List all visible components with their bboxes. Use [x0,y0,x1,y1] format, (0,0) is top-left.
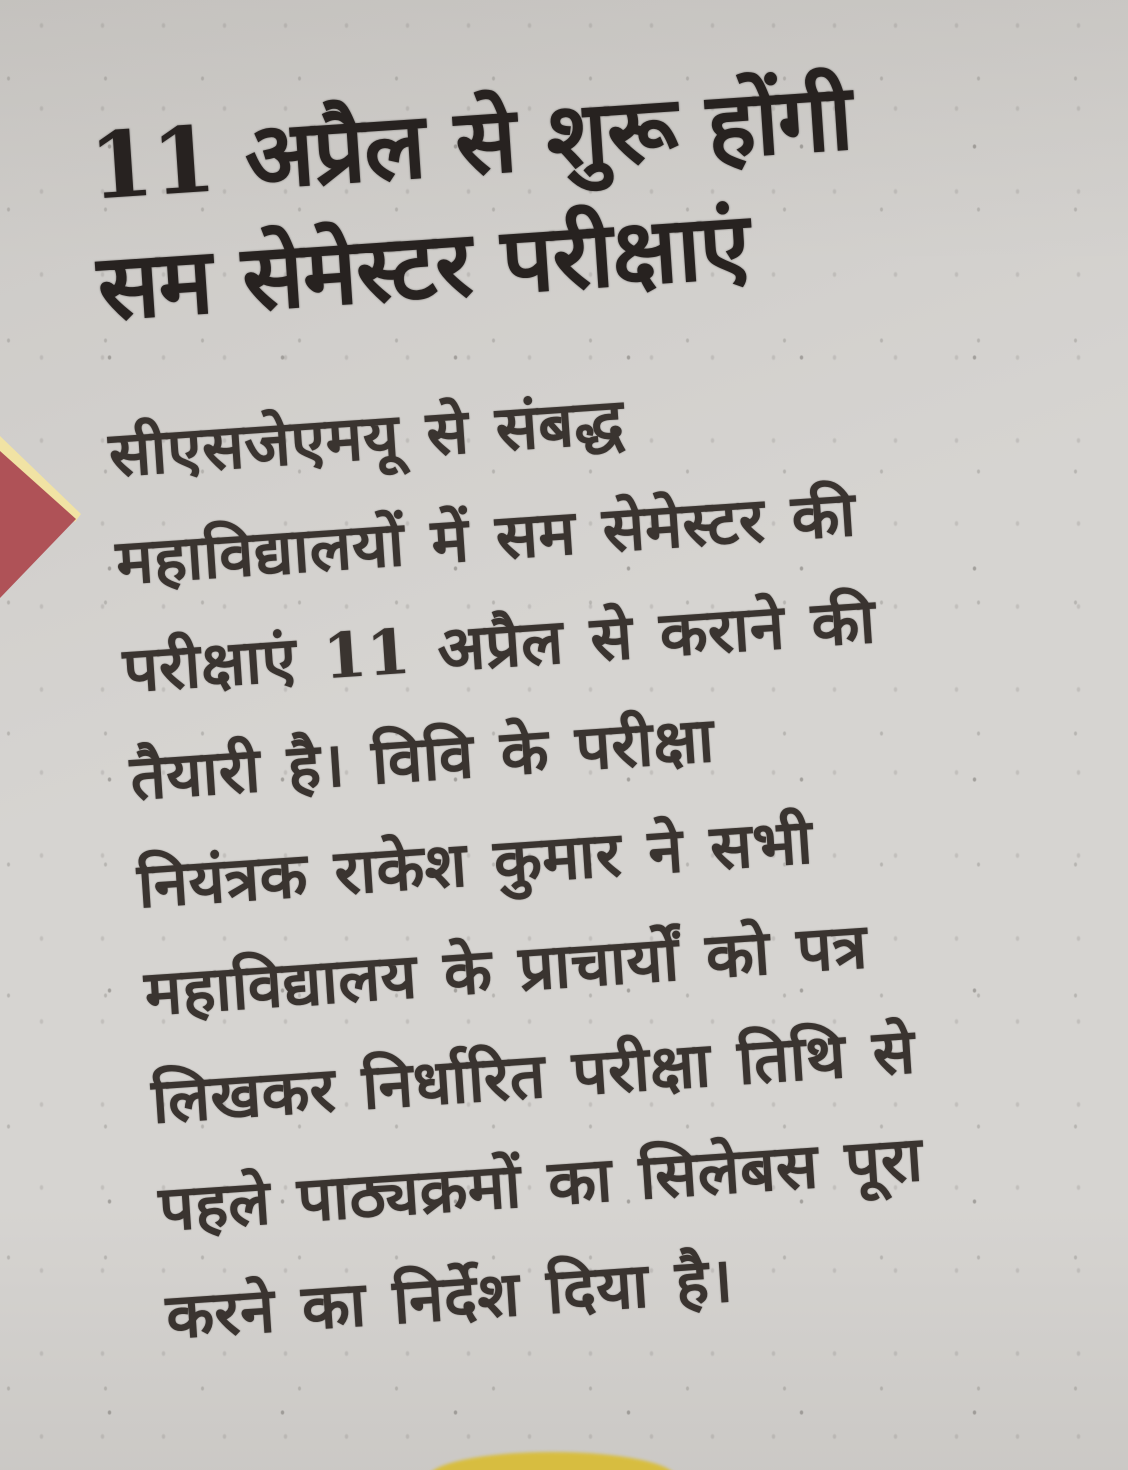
body-line: महाविद्यालय के प्राचार्यों को पत्र [142,909,870,1030]
body-line: करने का निर्देश दिया है। [163,1242,736,1354]
body-line: सीएसजेएमयू से संबद्ध [106,384,627,492]
body-line: महाविद्यालयों में सम सेमेस्टर की [113,476,859,599]
article [86,43,1128,1371]
body-line: पहले पाठ्यक्रमों का सिलेबस पूरा [156,1121,926,1246]
headline-line-1: 11 अप्रैल से शुरू होंगी [86,64,855,221]
yellow-highlighter-mark [428,1452,676,1470]
body-line: परीक्षाएं 11 अप्रैल से कराने की [120,583,878,707]
body-line: लिखकर निर्धारित परीक्षा तिथि से [149,1014,918,1138]
article-body [105,336,1128,1371]
body-line: नियंत्रक राकेश कुमार ने सभी [135,804,815,923]
body-line: तैयारी है। विवि के परीक्षा [128,702,717,815]
headline-line-2: सम सेमेस्टर परीक्षाएं [94,192,753,342]
headline [86,43,1080,349]
red-corner-triangle [0,430,95,608]
